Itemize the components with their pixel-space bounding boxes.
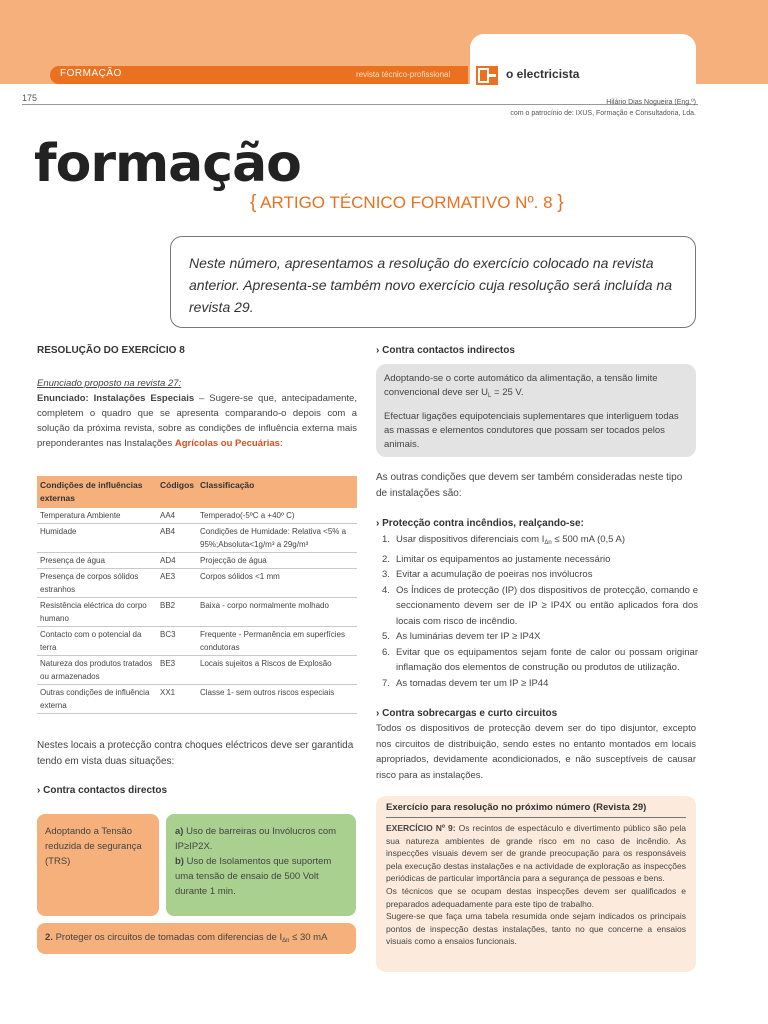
header-tab <box>470 34 696 94</box>
magazine-subtitle: revista técnico-profissional <box>356 70 451 79</box>
sockets-num: 2. <box>45 932 53 943</box>
indirect-p1-text: Adoptando-se o corte automático da alimentação, a tensão limite convencional deve ser U <box>384 373 658 398</box>
subtitle-text: ARTIGO TÉCNICO FORMATIVO Nº. 8 <box>260 193 553 212</box>
item-a-label: a) <box>175 826 184 837</box>
table-cell: Temperatura Ambiente <box>37 508 157 524</box>
protection-intro: Nestes locais a protecção contra choques eléctricos deve ser garantida tendo em vista duas situações: <box>37 740 354 767</box>
table-cell: AA4 <box>157 508 197 524</box>
exercise-p1 <box>386 822 686 885</box>
overload-text: Todos os dispositivos de protecção devem ser do tipo disjuntor, excepto nos circuitos de distribuição, sendo estes no entanto montados em locais apropriados, devidamente acondicionados, e não susceptíveis de causar risco para as instalações. <box>376 723 696 781</box>
list-num: 7. <box>382 677 390 689</box>
table-cell: AB4 <box>157 524 197 553</box>
table-cell: XX1 <box>157 685 197 714</box>
table-cell: Projecção de água <box>197 553 357 569</box>
list-item <box>382 676 698 692</box>
sockets-text: Proteger os circuitos de tomadas com diferencias de I <box>52 932 283 943</box>
indirect-p1 <box>384 372 688 403</box>
list-num: 4. <box>382 584 390 596</box>
brace-close: } <box>557 192 564 213</box>
list-item <box>382 532 698 552</box>
table-cell: BC3 <box>157 627 197 656</box>
table-row <box>37 685 357 714</box>
enunciado-text <box>37 391 357 451</box>
table-cell: BE3 <box>157 656 197 685</box>
table-cell: Temperado(-5ºC a +40º C) <box>197 508 357 524</box>
list-item <box>382 583 698 630</box>
list-text: As luminárias devem ter IP ≥ IP4X <box>396 631 541 642</box>
barriers-item-a <box>175 824 347 854</box>
table-cell: Condições de Humidade: Relativa <5% a 95%;Absoluta<1g/m³ a 29g/m³ <box>197 524 357 553</box>
list-text: Evitar que os equipamentos sejam fonte de calor ou possam originar inflamação dos elementos de construção ou produtos de utilização. <box>396 646 698 673</box>
barriers-item-b <box>175 854 347 899</box>
table-header-cell: Condições de influências externas <box>37 476 157 508</box>
header-divider <box>22 104 698 105</box>
overload-heading: › Contra sobrecargas e curto circuitos <box>376 708 558 719</box>
list-num: 1. <box>382 534 390 545</box>
resolution-heading: RESOLUÇÃO DO EXERCÍCIO 8 <box>37 345 185 356</box>
table-cell: Presença de água <box>37 553 157 569</box>
table-header-cell: Códigos <box>157 476 197 508</box>
indirect-p2: Efectuar ligações equipotenciais suplementares que interliguem todas as massas e elementos condutores que possam ser tocados pelos animais. <box>384 411 679 450</box>
fire-list <box>382 532 698 691</box>
exercise-p2: Os técnicos que se ocupam destas inspecções devem ser qualificados e preparados adequadamente para este tipo de trabalho. <box>386 885 686 909</box>
list-num: 6. <box>382 646 390 658</box>
list-item <box>382 645 698 676</box>
table-header-cell: Classificação <box>197 476 357 508</box>
list-text: As tomadas devem ter um IP ≥ IP44 <box>396 677 549 689</box>
enunciado-highlight: Agrícolas ou Pecuárias <box>174 438 280 449</box>
list-sub: Δn <box>544 540 552 546</box>
list-item <box>382 567 698 583</box>
table-cell: Corpos sólidos <1 mm <box>197 569 357 598</box>
list-text: Evitar a acumulação de poeiras nos invólucros <box>396 569 593 580</box>
exercise-p3: Sugere-se que faça uma tabela resumida onde sejam indicados os principais pontos de inspecção destas instalações, tanto no que concerne a ensaios visuais como a ensaios funcionais. <box>386 911 686 947</box>
table-row <box>37 627 357 656</box>
table-cell: BB2 <box>157 598 197 627</box>
page-number: 175 <box>22 93 38 103</box>
magazine-logo-icon <box>476 66 498 85</box>
table-cell: AD4 <box>157 553 197 569</box>
table-cell: Outras condições de influência externa <box>37 685 157 714</box>
table-row <box>37 508 357 524</box>
list-num: 3. <box>382 569 390 580</box>
enunciado-body: – Sugere-se que, antecipadamente, completem o quadro que se apresenta comparando-o depois com a solução da próxima revista, sobre as condições de influência externa mais preponderantes nas Instalações <box>37 393 357 449</box>
indirect-contacts-heading: › Contra contactos indirectos <box>376 345 515 356</box>
section-name: FORMAÇÃO <box>60 68 122 79</box>
exercise-title: Exercício para resolução no próximo número (Revista 29) <box>386 802 647 813</box>
sponsor: com o patrocínio de: IXUS, Formação e Consultadoria, Lda. <box>510 110 696 117</box>
intro-box <box>170 236 696 328</box>
list-end: ≤ 500 mA (0,5 A) <box>551 534 626 545</box>
list-text: Os Índices de protecção (IP) dos dispositivos de protecção, comando e seccionamento devem ser de IP ≥ IP4X ou então aplicados fora dos locais com risco de incêndio. <box>396 584 698 627</box>
exercise-text <box>386 822 686 948</box>
barriers-box <box>166 814 356 916</box>
table-row <box>37 598 357 627</box>
table-cell: Baixa - corpo normalmente molhado <box>197 598 357 627</box>
table-header-row <box>37 476 357 508</box>
table-cell: Presença de corpos sólidos estranhos <box>37 569 157 598</box>
enunciado-strong: Enunciado: Instalações Especiais <box>37 393 195 404</box>
table-cell: Natureza dos produtos tratados ou armazenados <box>37 656 157 685</box>
exercise-box <box>376 796 696 972</box>
table-row <box>37 656 357 685</box>
list-text: Usar dispositivos diferenciais com I <box>396 534 545 545</box>
indirect-box <box>376 364 696 457</box>
enunciado-label: Enunciado proposto na revista 27: <box>37 378 182 389</box>
author: Hilário Dias Nogueira (Eng.º) <box>606 99 696 106</box>
item-a-text: Uso de barreiras ou Invólucros com IP≥IP2X. <box>175 826 337 852</box>
magazine-name: o electricista <box>506 67 580 81</box>
item-b-text: Uso de Isolamentos que suportem uma tensão de ensaio de 500 Volt durante 1 min. <box>175 856 332 897</box>
sockets-box <box>37 923 356 954</box>
brace-open: { <box>250 192 257 213</box>
page-title: formação <box>34 134 301 194</box>
table-cell: Resistência eléctrica do corpo humano <box>37 598 157 627</box>
list-text: Limitar os equipamentos ao justamente necessário <box>396 553 611 565</box>
enunciado-end: : <box>279 438 283 449</box>
table-cell: Contacto com o potencial da terra <box>37 627 157 656</box>
trs-box: Adoptando a Tensão reduzida de segurança (TRS) <box>37 814 159 916</box>
item-b-label: b) <box>175 856 184 867</box>
direct-contacts-heading: › Contra contactos directos <box>37 785 168 796</box>
table-cell: AE3 <box>157 569 197 598</box>
table-cell: Frequente - Permanência em superfícies condutoras <box>197 627 357 656</box>
indirect-p1-sub: L <box>488 393 492 399</box>
exercise-label: EXERCÍCIO Nº 9: <box>386 823 456 833</box>
article-subtitle <box>250 192 564 214</box>
table-cell: Classe 1- sem outros riscos especiais <box>197 685 357 714</box>
table-cell: Locais sujeitos a Riscos de Explosão <box>197 656 357 685</box>
influences-table <box>37 476 357 714</box>
list-item <box>382 552 698 568</box>
sockets-sub: Δn <box>282 938 290 944</box>
other-conditions: As outras condições que devem ser também consideradas neste tipo de instalações são: <box>376 472 683 499</box>
intro-text: Neste número, apresentamos a resolução do exercício colocado na revista anterior. Apresenta-se também novo exercício cuja resolução será incluída na revista 29. <box>189 255 672 315</box>
indirect-p1-end: = 25 V. <box>491 387 524 398</box>
list-item <box>382 629 698 645</box>
table-row <box>37 553 357 569</box>
table-row <box>37 569 357 598</box>
fire-heading: › Protecção contra incêndios, realçando-se: <box>376 518 584 529</box>
list-num: 2. <box>382 553 390 565</box>
table-cell: Humidade <box>37 524 157 553</box>
list-num: 5. <box>382 631 390 642</box>
exercise-divider <box>386 817 686 818</box>
exercise-p1-text: Os recintos de espectáculo e divertimento público são pela sua natureza ambientes de grande risco em no caso de incêndio. As inspecções visuais devem ser de grande preocupação para os responsáveis pela execução destas instalações e na actividade de exploração as inspecções periódicas de particular importância para a segurança de pessoas e bens. <box>386 823 686 884</box>
table-row <box>37 524 357 553</box>
sockets-end: ≤ 30 mA <box>289 932 328 943</box>
